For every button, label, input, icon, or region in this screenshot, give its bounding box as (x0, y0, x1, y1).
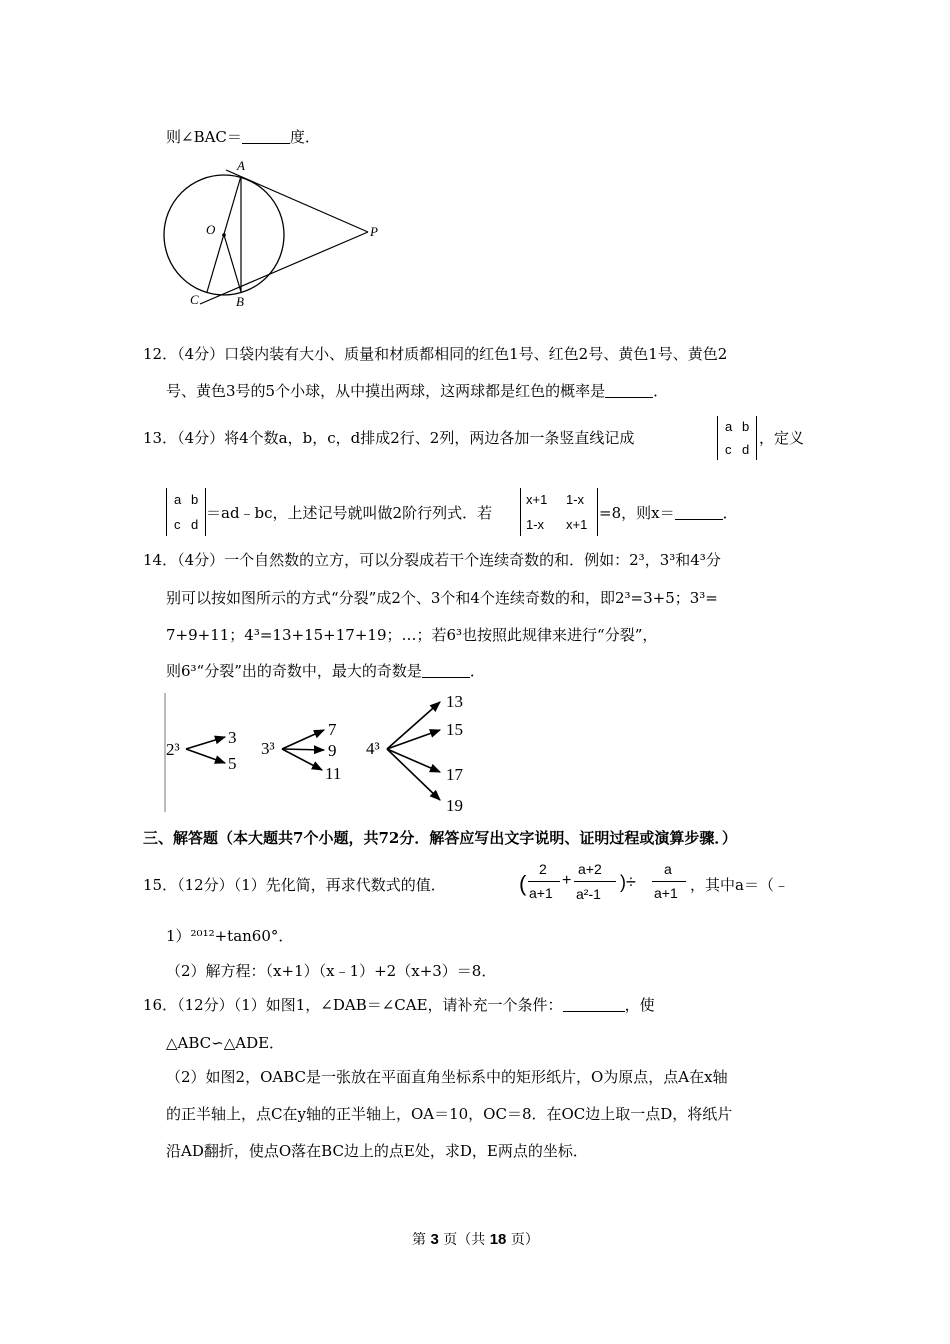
det-c: c (725, 442, 732, 457)
fig-n17: 17 (446, 765, 463, 784)
q15-number: 15． (143, 876, 178, 894)
q13-score: （4分） (177, 429, 225, 447)
f2-num: a+2 (578, 861, 602, 877)
q12-blank[interactable] (605, 397, 653, 398)
q15-fraction2 (574, 862, 616, 906)
q13-definition: ＝ad﹣bc，上述记号就叫做2阶行列式．若 (206, 504, 493, 522)
q13-determinant-def (166, 488, 206, 536)
q14-blank[interactable] (422, 677, 470, 678)
footer-post: 页） (510, 1232, 539, 1248)
f3-num: a (664, 861, 672, 877)
q14-split-figure (160, 690, 480, 815)
q16-part1: （1）如图1，∠DAB＝∠CAE，请补充一个条件： (233, 996, 563, 1014)
q16-line5: 沿AD翻折，使点O落在BC边上的点E处，求D，E两点的坐标． (166, 1142, 588, 1160)
def-b: b (191, 492, 199, 507)
q12-end: ． (653, 382, 669, 400)
q16-part1-end: ，使 (624, 996, 655, 1014)
m12: 1-x (566, 492, 585, 507)
q15-part2: （2）解方程：（x+1）（x﹣1）+2（x+3）＝8． (166, 962, 497, 980)
section3-heading: 三、解答题（本大题共7个小题，共72分．解答应写出文字说明、证明过程或演算步骤．） (143, 829, 737, 847)
q15-fraction1 (528, 862, 560, 904)
q15-plus: + (562, 872, 572, 889)
det-a: a (725, 419, 733, 434)
fig-n3: 3 (228, 728, 237, 747)
arrow-3-7 (282, 730, 324, 749)
q11-answer-line (166, 130, 320, 145)
q16-score: （12分） (177, 996, 234, 1014)
arrow-3-11 (282, 749, 322, 770)
q11-unit: 度． (289, 128, 320, 146)
q11-text: 则∠BAC＝ (166, 128, 242, 146)
q12-score: （4分） (177, 345, 225, 363)
q14-text1: 一个自然数的立方，可以分裂成若干个连续奇数的和．例如：2³，3³和4³分 (224, 551, 721, 569)
det-b: b (742, 419, 750, 434)
footer-page: 3 (430, 1231, 439, 1248)
q15-line2: 1）²⁰¹²+tan60°． (166, 927, 294, 945)
q16-line4: 的正半轴上，点C在y轴的正半轴上，OA＝10，OC＝8．在OC边上取一点D，将纸片 (166, 1105, 733, 1123)
q15-tail1: ，其中a＝（﹣ (690, 876, 789, 894)
footer-pre: 第 (412, 1232, 426, 1248)
footer-mid: 页（共 (443, 1232, 486, 1248)
f2-den: a²-1 (576, 886, 601, 902)
q14-text4: 则6³“分裂”出的奇数中，最大的奇数是 (166, 662, 422, 680)
q13-end: ． (722, 504, 738, 522)
q11-circle-figure (160, 155, 390, 315)
q14-number: 14． (143, 551, 178, 569)
label-a: A (237, 158, 245, 173)
q13-eq: =8，则x＝ (599, 504, 675, 522)
fig-n15: 15 (446, 720, 463, 739)
arrow-2-5 (186, 749, 225, 763)
q16-line1 (143, 998, 655, 1013)
def-a: a (174, 492, 182, 507)
q12-text1: 口袋内装有大小、质量和材质都相同的红色1号、红色2号、黄色1号、黄色2 (224, 345, 728, 363)
q13-determinant-example (717, 416, 757, 460)
q12-number: 12． (143, 345, 178, 363)
q13-determinant-equation (520, 488, 598, 536)
fig-four-cubed: 4³ (366, 739, 380, 758)
segment-ob (224, 235, 241, 292)
arrow-4-19 (387, 749, 440, 800)
q11-blank[interactable] (242, 143, 290, 144)
q16-blank[interactable] (563, 1011, 625, 1012)
q15-part1: （1）先化简，再求代数式的值． (233, 876, 446, 894)
q12-line2 (166, 384, 668, 399)
point-o (222, 233, 226, 237)
tangent-pa (226, 170, 368, 232)
label-b: B (236, 294, 244, 309)
arrow-4-15 (387, 730, 440, 749)
fig-n19: 19 (446, 796, 463, 815)
q13-text1: 将4个数a，b，c，d排成2行、2列，两边各加一条竖直线记成 (224, 429, 635, 447)
q13-line1-end: ，定义 (759, 429, 805, 447)
det-d: d (742, 442, 750, 457)
f1-den: a+1 (529, 885, 553, 901)
fig-two-cubed: 2³ (166, 740, 180, 759)
q14-line2: 别可以按如图所示的方式“分裂”成2个、3个和4个连续奇数的和，即2³=3+5；3³= (166, 589, 718, 607)
q13-blank[interactable] (675, 519, 723, 520)
q15-score: （12分） (177, 876, 234, 894)
label-o: O (206, 222, 216, 237)
m21: 1-x (526, 517, 545, 532)
q16-line2: △ABC∽△ADE． (166, 1034, 285, 1052)
label-p: P (370, 224, 378, 239)
page-footer (412, 1232, 539, 1247)
footer-total: 18 (489, 1231, 507, 1248)
fig-n11: 11 (325, 764, 342, 783)
q13-equation-tail (599, 506, 738, 521)
fig-n9: 9 (328, 741, 337, 760)
arrow-4-13 (387, 702, 440, 749)
q14-score: （4分） (177, 551, 225, 569)
q14-line1 (143, 553, 721, 568)
arrow-2-3 (186, 737, 225, 749)
q13-number: 13． (143, 429, 178, 447)
arrow-3-9 (282, 749, 324, 750)
m22: x+1 (566, 517, 588, 532)
def-d: d (191, 517, 199, 532)
q15-fraction3 (652, 862, 686, 904)
f3-den: a+1 (654, 885, 678, 901)
q12-text2: 号、黄色3号的5个小球，从中摸出两球，这两球都是红色的概率是 (166, 382, 606, 400)
fig-n5: 5 (228, 754, 237, 773)
q15-line1 (143, 878, 446, 893)
f1-num: 2 (539, 861, 547, 877)
arrow-4-17 (387, 749, 440, 772)
fig-n13: 13 (446, 692, 463, 711)
def-c: c (174, 517, 181, 532)
fig-three-cubed: 3³ (261, 739, 275, 758)
q16-number: 16． (143, 996, 178, 1014)
q15-rparen-div: )÷ (620, 872, 636, 892)
m11: x+1 (526, 492, 548, 507)
q15-lparen: ( (519, 871, 527, 896)
q12-line1 (143, 347, 727, 362)
q13-line1 (143, 431, 634, 446)
q14-line4 (166, 664, 485, 679)
q14-end: ． (469, 662, 485, 680)
q14-line3: 7+9+11；4³=13+15+17+19；…；若6³也按照此规律来进行“分裂”， (166, 626, 658, 644)
label-c: C (190, 292, 199, 307)
q16-part2: （2）如图2，OABC是一张放在平面直角坐标系中的矩形纸片，O为原点，点A在x轴 (166, 1068, 728, 1086)
fig-n7: 7 (328, 720, 337, 739)
